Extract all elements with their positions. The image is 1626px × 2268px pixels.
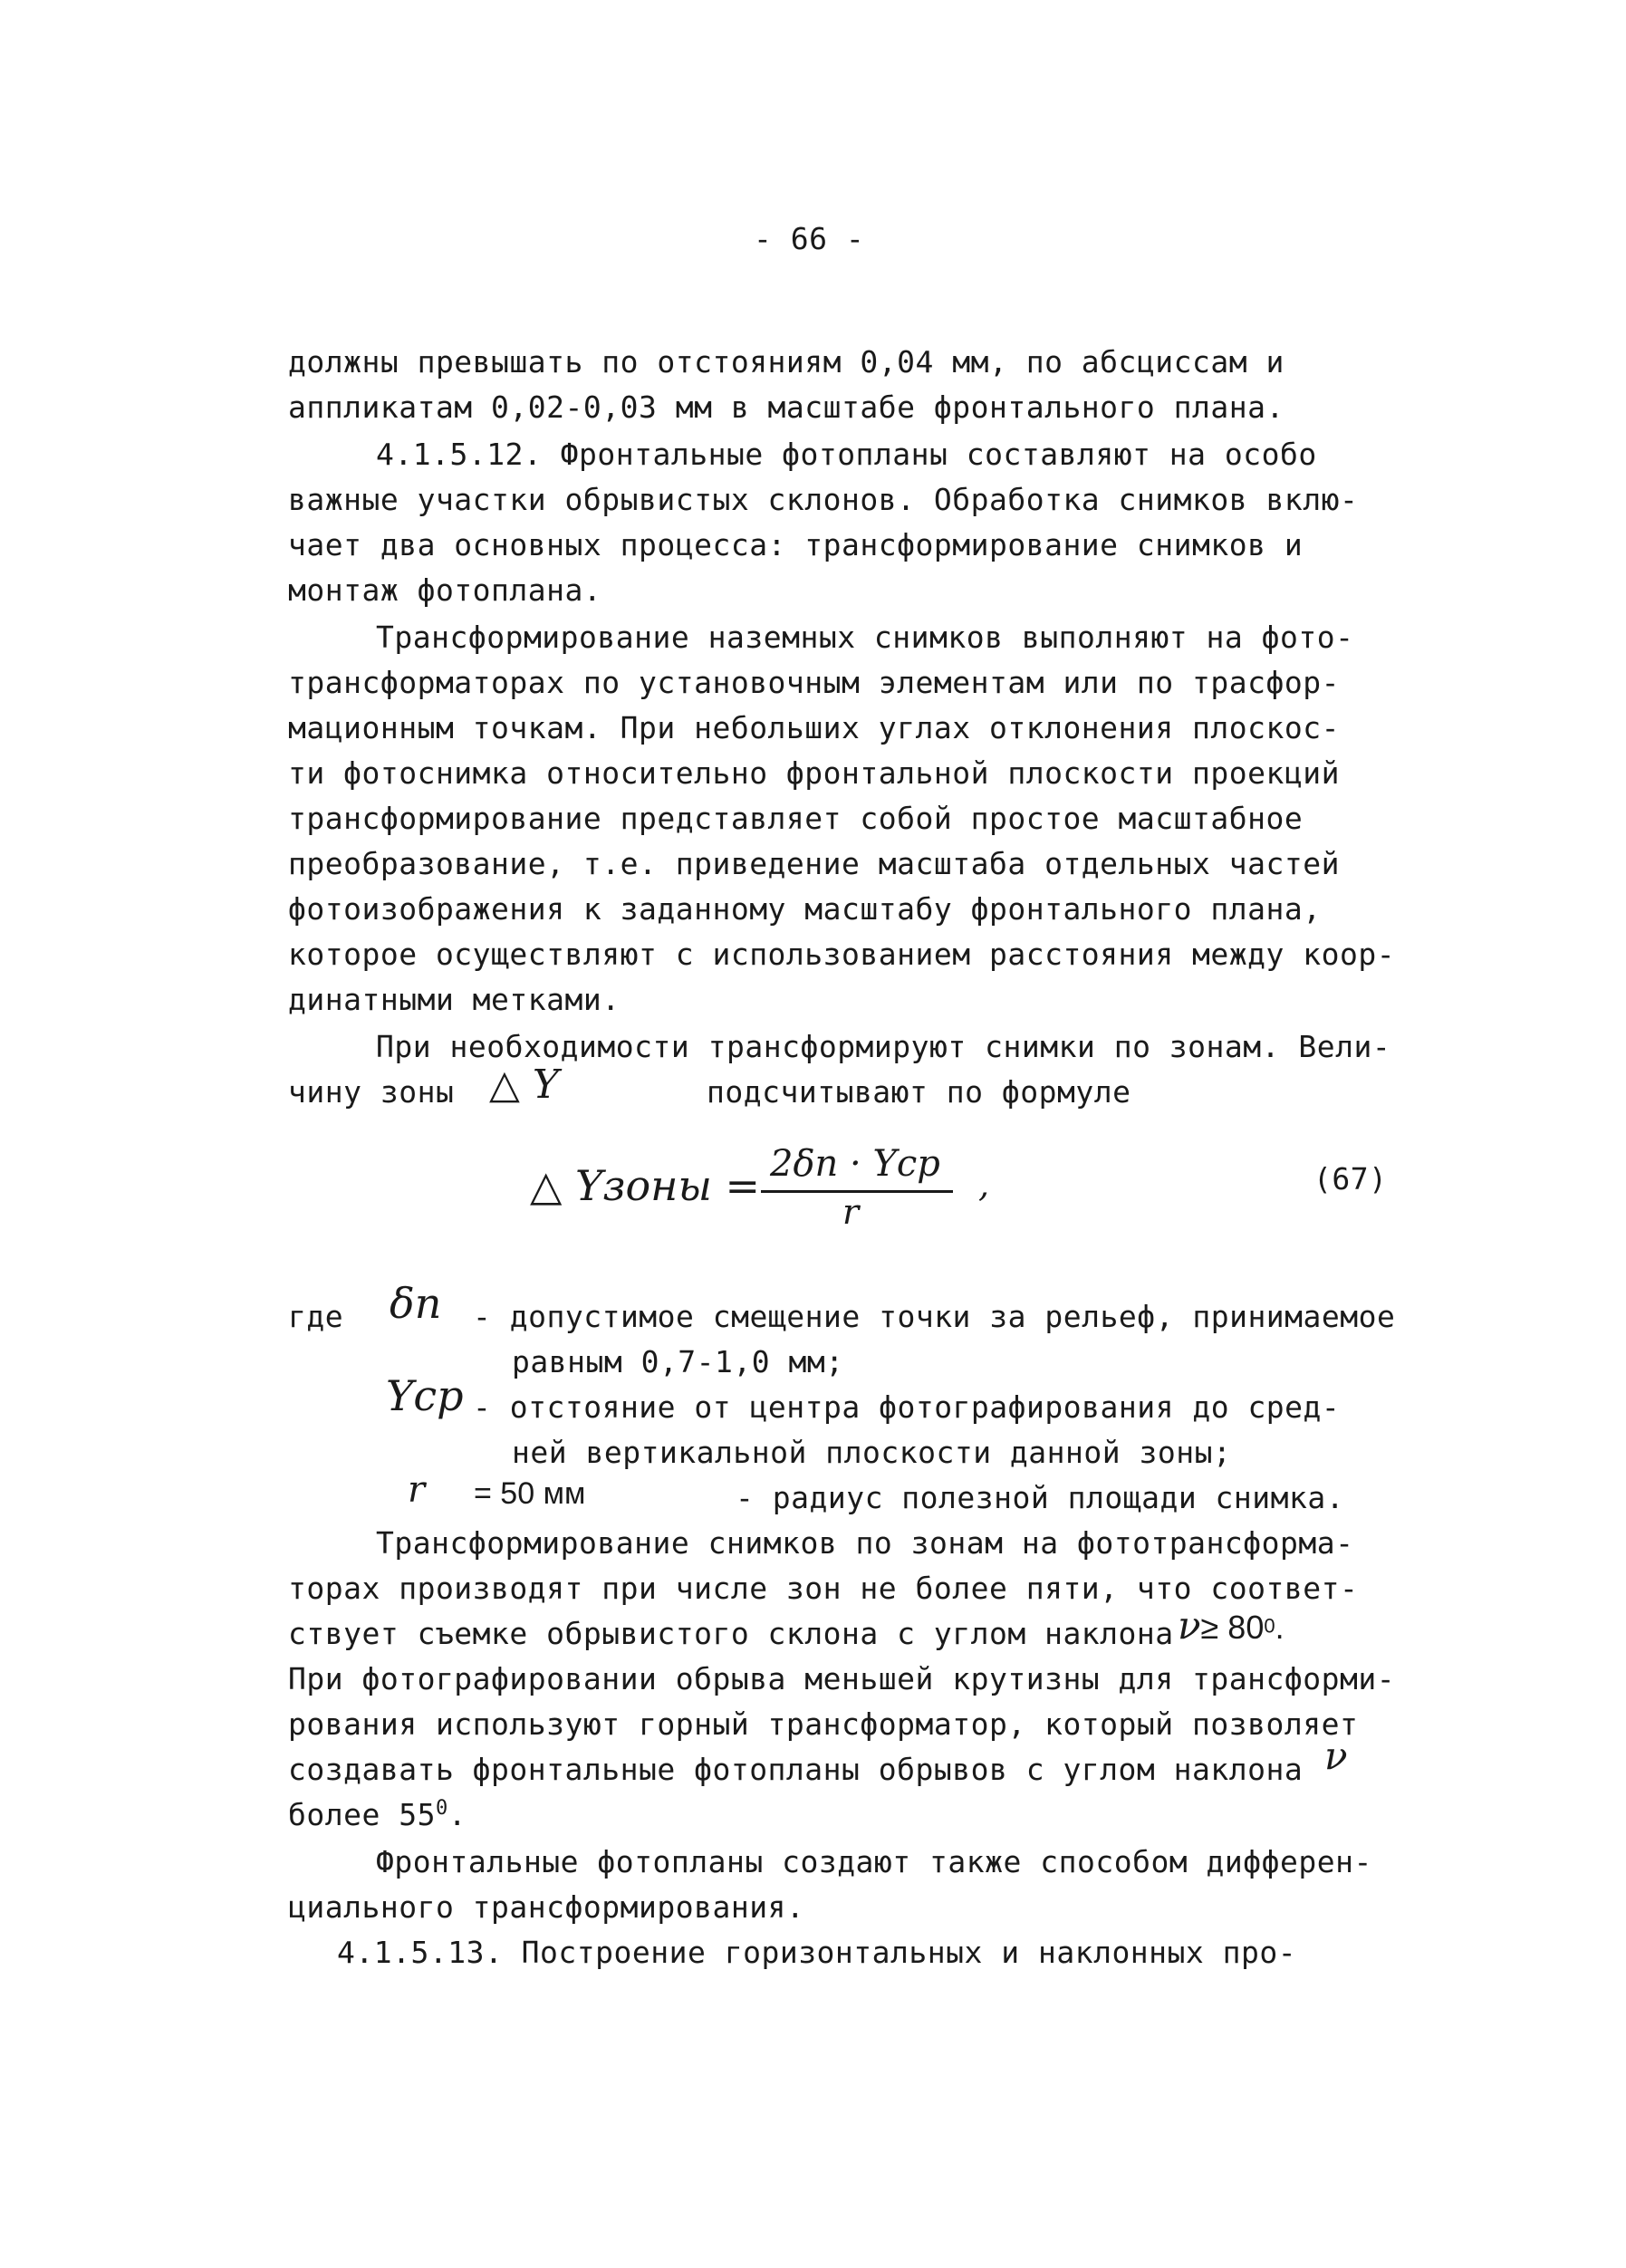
text-line: 4.1.5.12. Фронтальные фотопланы составляют на особо [376, 437, 1317, 472]
text-line: трансформирование представляет собой простое масштабное [288, 801, 1304, 836]
text-line: мационным точкам. При небольших углах отклонения плоскос- [288, 710, 1340, 745]
text-line: динатными метками. [288, 982, 621, 1017]
formula-denominator: r [842, 1192, 860, 1232]
nu-symbol: ν [1178, 1603, 1201, 1648]
text-line: трансформаторах по установочным элементам или по трасфор- [288, 665, 1340, 700]
text-line: ствует съемке обрывистого склона с углом наклона [288, 1616, 1174, 1651]
r-value: = 50 мм [474, 1476, 586, 1511]
text-line: аппликатам 0,02-0,03 мм в масштабе фронтального плана. [288, 389, 1284, 425]
delta-y-symbol: △ Y [489, 1062, 559, 1108]
text-line: циального трансформирования. [288, 1889, 805, 1925]
nu-symbol: ν [1324, 1734, 1348, 1778]
text-line: подсчитывают по формуле [707, 1074, 1131, 1110]
angle-relation: ≥ 80 [1200, 1609, 1265, 1646]
formula-comma: , [978, 1165, 990, 1205]
text-line: чину зоны [288, 1074, 455, 1110]
text-line: При необходимости трансформируют снимки по зонам. Вели- [376, 1029, 1391, 1064]
text-line: Трансформирование наземных снимков выполняют на фото- [376, 620, 1354, 655]
text-line: монтаж фотоплана. [288, 572, 602, 608]
text-line: - радиус полезной площади снимка. [736, 1480, 1345, 1515]
text-line [288, 1797, 467, 1832]
angle-period: . [1275, 1609, 1284, 1646]
formula-number: (67) [1313, 1161, 1388, 1196]
angle-condition [1178, 1603, 1284, 1648]
text-line: преобразование, т.е. приведение масштаба отдельных частей [288, 846, 1340, 881]
text-line: которое осуществляют с использованием расстояния между коор- [288, 937, 1396, 972]
text-line: важные участки обрывистых склонов. Обработка снимков вклю- [288, 482, 1359, 517]
text-line: чает два основных процесса: трансформирование снимков и [288, 527, 1304, 562]
text-line: ней вертикальной плоскости данной зоны; [512, 1435, 1232, 1470]
text-line: - отстояние от центра фотографирования до сред- [473, 1389, 1341, 1425]
text-line: создавать фронтальные фотопланы обрывов с углом наклона [288, 1752, 1304, 1787]
text-fragment: более 55 [288, 1797, 436, 1832]
degree-sign: 0 [435, 1797, 448, 1820]
text-line: Фронтальные фотопланы создают также способом дифферен- [376, 1844, 1372, 1879]
text-fragment: . [447, 1797, 467, 1832]
text-line: - допустимое смещение точки за рельеф, принимаемое [473, 1299, 1396, 1334]
text-line: Трансформирование снимков по зонам на фототрансформа- [376, 1525, 1354, 1561]
degree-sign: 0 [1264, 1614, 1275, 1638]
where-word: где [288, 1299, 344, 1334]
formula-numerator: 2δn · Ycp [770, 1143, 940, 1185]
page-number: - 66 - [754, 221, 865, 256]
symbol-delta-n: δn [390, 1279, 442, 1328]
text-line: должны превышать по отстояниям 0,04 мм, по абсциссам и [288, 344, 1284, 380]
text-line: рования используют горный трансформатор, который позволяет [288, 1706, 1359, 1742]
text-line: ти фотоснимка относительно фронтальной плоскости проекций [288, 755, 1340, 791]
symbol-r: r [408, 1469, 426, 1511]
text-line: При фотографировании обрыва меньшей крутизны для трансформи- [288, 1661, 1396, 1696]
text-line: фотоизображения к заданному масштабу фронтального плана, [288, 891, 1322, 927]
text-line: 4.1.5.13. Построение горизонтальных и наклонных про- [337, 1935, 1297, 1970]
symbol-ycp: Ycp [386, 1371, 464, 1420]
formula-lhs: △ Yзоны = [530, 1161, 761, 1210]
text-line: торах производят при числе зон не более пяти, что соответ- [288, 1571, 1359, 1606]
text-line: равным 0,7-1,0 мм; [512, 1344, 844, 1379]
